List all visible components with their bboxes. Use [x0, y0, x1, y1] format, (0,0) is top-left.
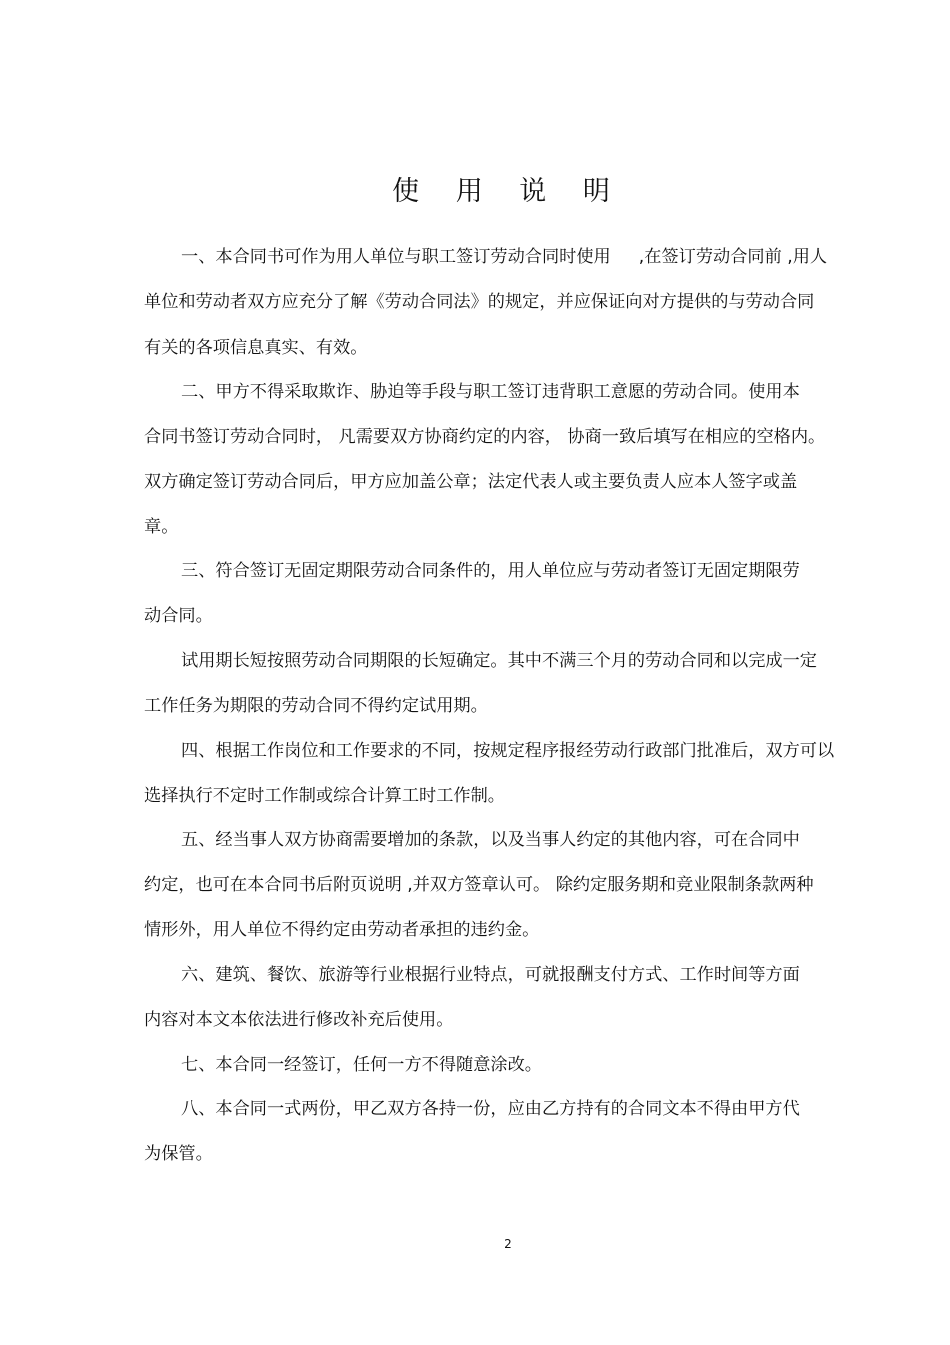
text-line: 工作任务为期限的劳动合同不得约定试用期。	[144, 696, 488, 716]
text-line: 五、经当事人双方协商需要增加的条款，以及当事人约定的其他内容，可在合同中	[181, 830, 800, 850]
text-line: 一、本合同书可作为用人单位与职工签订劳动合同时使用 ,在签订劳动合同前 ,用人	[181, 247, 828, 267]
text-line: 七、本合同一经签订，任何一方不得随意涂改。	[181, 1055, 542, 1075]
text-line: 四、根据工作岗位和工作要求的不同，按规定程序报经劳动行政部门批准后，双方可以	[181, 741, 835, 761]
text-line: 内容对本文本依法进行修改补充后使用。	[144, 1010, 454, 1030]
text-line: 双方确定签订劳动合同后，甲方应加盖公章；法定代表人或主要负责人应本人签字或盖	[144, 472, 798, 492]
text-line: 有关的各项信息真实、有效。	[144, 338, 368, 358]
text-line: 章。	[144, 517, 179, 537]
text-line: 试用期长短按照劳动合同期限的长短确定。其中不满三个月的劳动合同和以完成一定	[181, 651, 817, 671]
text-line: 为保管。	[144, 1144, 213, 1164]
text-line: 八、本合同一式两份，甲乙双方各持一份，应由乙方持有的合同文本不得由甲方代	[181, 1099, 800, 1119]
text-line: 情形外，用人单位不得约定由劳动者承担的违约金。	[144, 920, 540, 940]
document-title: 使 用 说 明	[392, 176, 624, 208]
text-line: 约定，也可在本合同书后附页说明 ,并双方签章认可。 除约定服务期和竞业限制条款两种	[144, 875, 814, 895]
text-line: 二、甲方不得采取欺诈、胁迫等手段与职工签订违背职工意愿的劳动合同。使用本	[181, 382, 800, 402]
text-line: 动合同。	[144, 606, 213, 626]
page-number: 2	[504, 1237, 512, 1251]
text-line: 合同书签订劳动合同时， 凡需要双方协商约定的内容， 协商一致后填写在相应的空格内。	[144, 427, 826, 447]
text-line: 单位和劳动者双方应充分了解《劳动合同法》的规定，并应保证向对方提供的与劳动合同	[144, 292, 815, 312]
text-line: 选择执行不定时工作制或综合计算工时工作制。	[144, 786, 505, 806]
text-line: 六、建筑、餐饮、旅游等行业根据行业特点，可就报酬支付方式、工作时间等方面	[181, 965, 800, 985]
text-line: 三、符合签订无固定期限劳动合同条件的，用人单位应与劳动者签订无固定期限劳	[181, 561, 800, 581]
